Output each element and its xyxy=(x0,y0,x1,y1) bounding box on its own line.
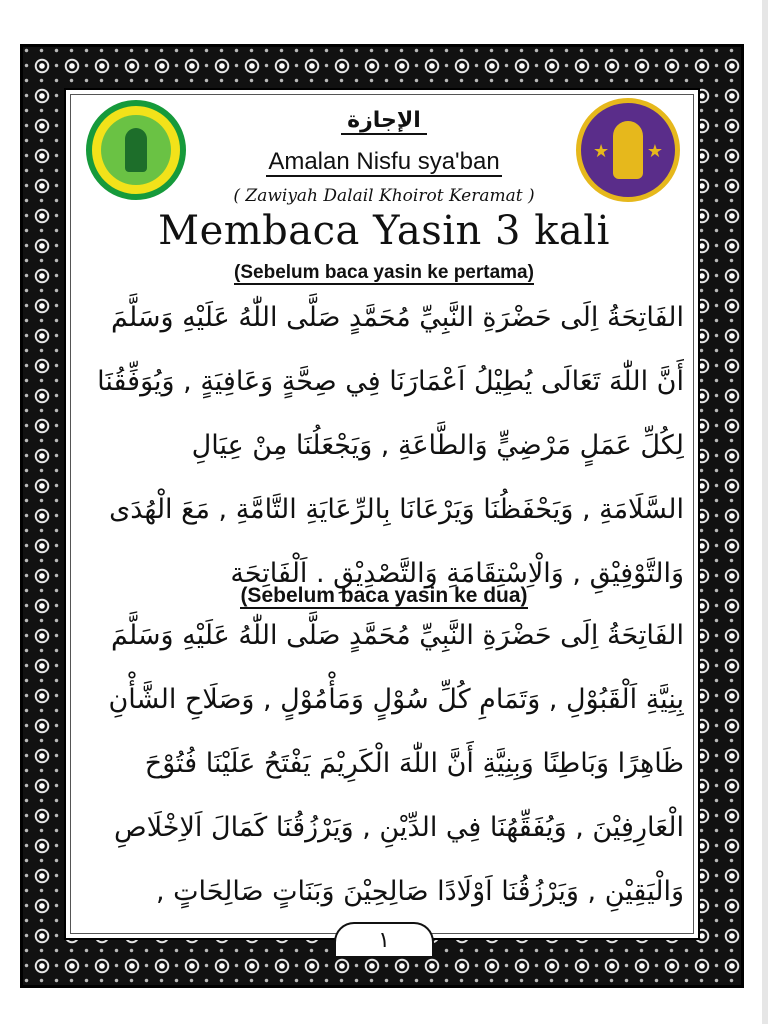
section-1-heading: (Sebelum baca yasin ke pertama) xyxy=(234,262,534,283)
window-edge xyxy=(762,0,768,1024)
arabic-line: أَنَّ اللّٰهَ تَعَالَى يُطِيْلُ اَعْمَارَنَا فِي صِحَّةٍ وَعَافِيَةٍ , وَيُوَفِّقُنَا xyxy=(97,366,684,397)
arabic-line: الفَاتِحَةُ اِلَى حَضْرَةِ النَّبِيِّ مُحَمَّدٍ صَلَّى اللّٰهُ عَلَيْهِ وَسَلَّمَ xyxy=(110,620,684,651)
section-2-heading: (Sebelum baca yasin ke dua) xyxy=(240,584,528,607)
page-number: ١ xyxy=(334,922,434,956)
arabic-line: الْعَارِفِيْنَ , وَيُفَقِّهُنَا فِي الدِّيْنِ , وَيَرْزُقُنَا كَمَالَ اَلاِخْلَاصِ xyxy=(114,812,684,843)
arabic-line: الفَاتِحَةُ اِلَى حَضْرَةِ النَّبِيِّ مُحَمَّدٍ صَلَّى اللّٰهُ عَلَيْهِ وَسَلَّمَ xyxy=(110,302,684,333)
amalan-title: Amalan Nisfu sya'ban xyxy=(268,148,500,175)
arabic-line: بِنِيَّةِ اَلْقَبُوْلِ , وَتَمَامِ كُلِّ سُوْلٍ وَمَأْمُوْلٍ , وَصَلَاحِ الشَّأْنِ xyxy=(108,684,684,715)
arabic-line: ظَاهِرًا وَبَاطِنًا وَبِنِيَّةِ أَنَّ اللّٰهَ الْكَرِيْمَ يَفْتَحُ عَلَيْنَا فُتُوْحَ xyxy=(144,748,684,779)
zawiyah-subtitle: ( Zawiyah Dalail Khoirot Keramat ) xyxy=(233,186,535,206)
ijazah-heading: الإجازة xyxy=(0,108,768,133)
page-title: Membaca Yasin 3 kali xyxy=(158,208,610,254)
arabic-line: وَالتَّوْفِيْقِ , وَالْاِسْتِقَامَةِ وَالتَّصْدِيْقِ . اَلْفَاتِحَة xyxy=(230,558,684,589)
arabic-line: لِكُلِّ عَمَلٍ مَرْضِيٍّ وَالطَّاعَةِ , وَيَجْعَلُنَا مِنْ عِيَالِ xyxy=(191,430,684,461)
section-1-text xyxy=(84,286,684,606)
zawiyah-right-logo-icon: ★ ★ xyxy=(576,98,680,202)
section-2-text xyxy=(84,604,684,924)
arabic-line: السَّلَامَةِ , وَيَحْفَظُنَا وَيَرْعَانَا بِالرِّعَايَةِ التَّامَّةِ , مَعَ الْهُدَى xyxy=(109,494,684,525)
arabic-line: وَالْيَقِيْنِ , وَيَرْزُقُنَا اَوْلَادًا صَالِحِيْنَ وَبَنَاتٍ صَالِحَاتٍ , xyxy=(155,876,684,907)
